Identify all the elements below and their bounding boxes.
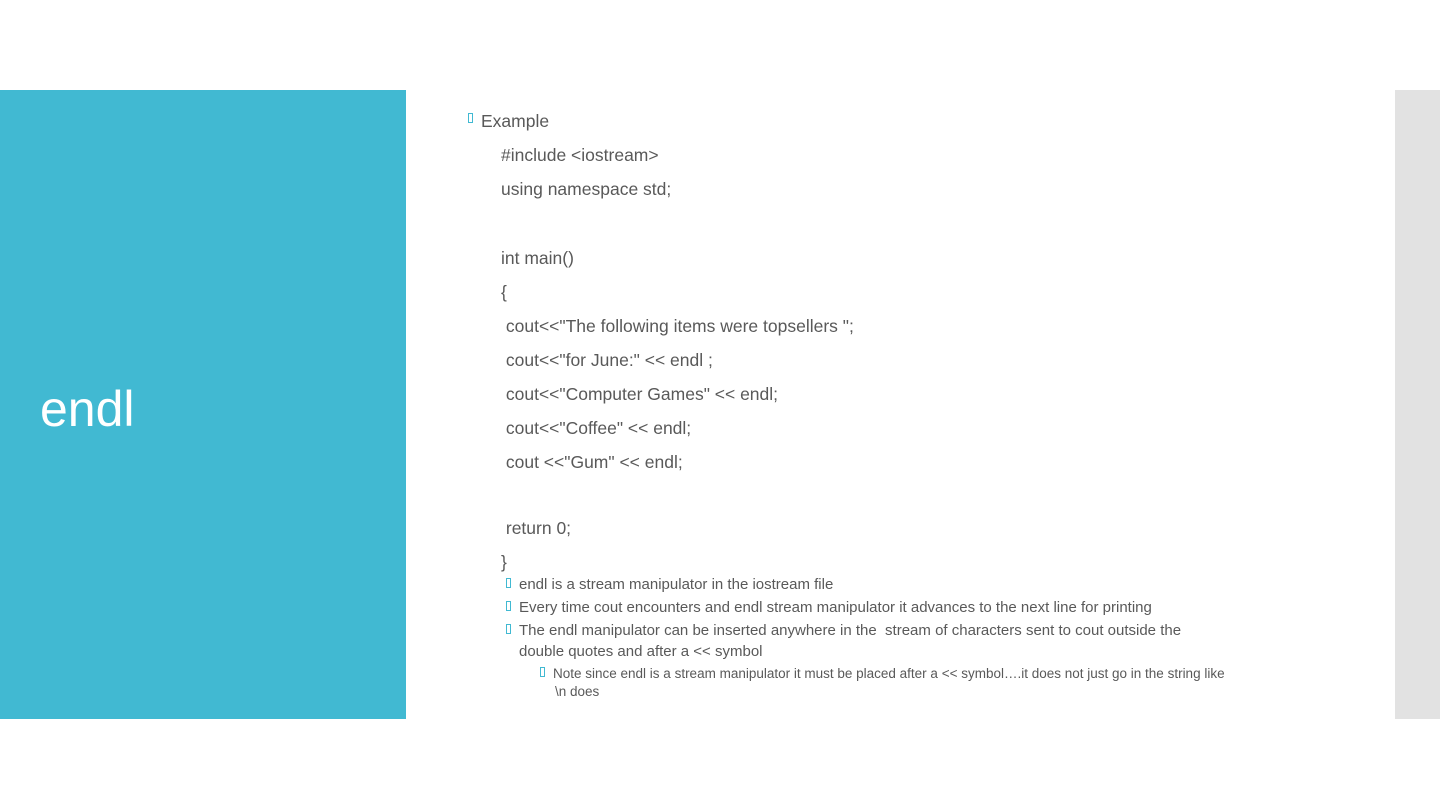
bullet-text: endl is a stream manipulator in the iostream file	[519, 576, 834, 593]
code-line: return 0;	[501, 518, 572, 538]
code-line: int main()	[501, 248, 574, 268]
code-line: {	[501, 282, 507, 302]
bullet-text: The endl manipulator can be inserted anywhere in the stream of characters sent to cout outside the	[519, 622, 1182, 639]
code-line: }	[501, 552, 507, 572]
code-line: cout <<"Gum" << endl;	[501, 452, 683, 472]
code-line: using namespace std;	[501, 179, 672, 199]
example-label: Example	[481, 111, 550, 131]
bullet-text-continued: double quotes and after a << symbol	[519, 643, 763, 660]
bullet-icon	[506, 578, 511, 588]
bullet-icon	[506, 601, 511, 611]
sub-bullet-text-continued: \n does	[555, 684, 600, 699]
code-line: cout<<"Computer Games" << endl;	[501, 384, 779, 404]
bullet-icon	[540, 667, 545, 677]
bullet-text: Every time cout encounters and endl stream manipulator it advances to the next line for printing	[519, 599, 1152, 616]
slide-title: endl	[40, 381, 135, 437]
code-line: cout<<"Coffee" << endl;	[501, 418, 692, 438]
code-line: #include <iostream>	[501, 145, 659, 165]
bullet-icon	[468, 113, 473, 123]
sub-bullet-text: Note since endl is a stream manipulator it must be placed after a << symbol….it does not just go in the string like	[553, 666, 1225, 681]
side-strip	[1395, 90, 1440, 719]
code-line: cout<<"The following items were topsellers ";	[501, 316, 854, 336]
code-line: cout<<"for June:" << endl ;	[501, 350, 713, 370]
bullet-icon	[506, 624, 511, 634]
